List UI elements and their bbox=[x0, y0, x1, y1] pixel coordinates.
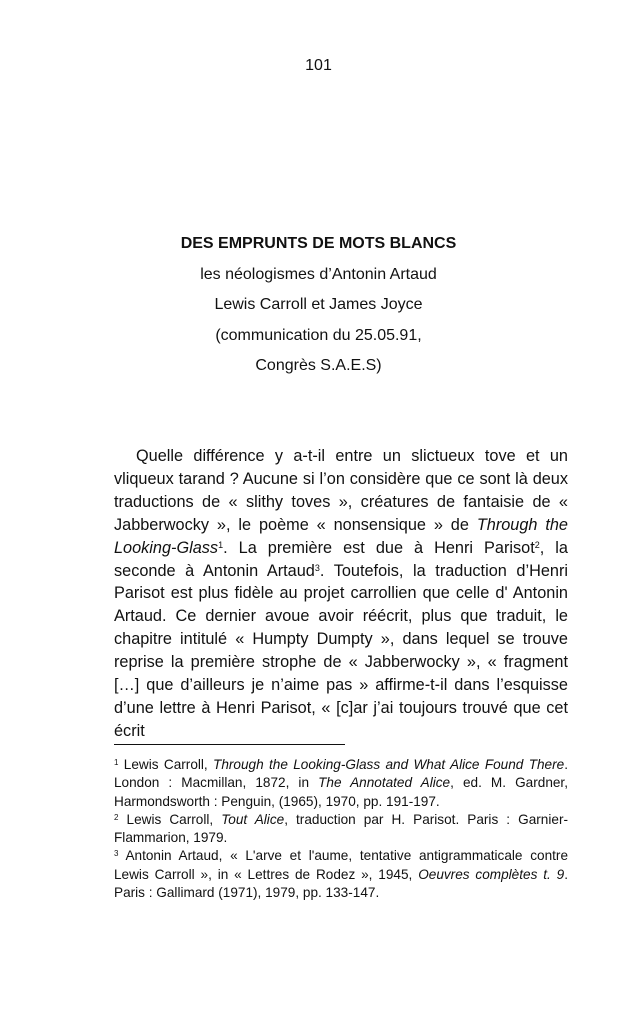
footnote-number: 1 bbox=[114, 758, 119, 767]
text-run: Quelle différence y a-t-il entre un slictueux tove et un vliqueux tarand ? Aucune si l’on considère que ce sont là deux traductions de « slithy toves », créatures de fantaisie de « Jabberwocky », le poème « nonsensique » de bbox=[114, 447, 568, 534]
footnote-ref: 2 bbox=[534, 539, 540, 550]
footnote-ref: 1 bbox=[218, 539, 224, 550]
footnote bbox=[114, 847, 568, 902]
footnote bbox=[114, 811, 568, 848]
text-run: . Paris : Gallimard (1971), 1979, pp. 133-147. bbox=[114, 866, 568, 901]
text-run: , la seconde à Antonin Artaud bbox=[114, 538, 568, 580]
italic-title: Tout Alice bbox=[221, 811, 285, 827]
italic-title: The Annotated Alice bbox=[318, 775, 451, 791]
text-run: , traduction par H. Parisot. Paris : Garnier-Flammarion, 1979. bbox=[114, 811, 568, 846]
text-run: . London : Macmillan, 1872, in bbox=[114, 757, 568, 791]
paragraph bbox=[114, 445, 568, 766]
footnote-number: 2 bbox=[114, 812, 119, 822]
italic-title: Oeuvres complètes t. 9 bbox=[418, 866, 565, 882]
text-run: . Toutefois, la traduction d’Henri Parisot est plus fidèle au projet carrollien que celle d' Antonin Artaud. Ce dernier avoue avoir réécrit, plus que traduit, le chapitre intitulé « Humpty Dumpty », dans lequel se trouve reprise la première strophe de « Jabberwocky », « fragment […] que d’ailleurs je n’aime pas » affirme-t-il dans l’esquisse d’une lettre à Henri Parisot, « [c]ar j’ai toujours trouvé que cet écrit bbox=[114, 561, 569, 740]
footnote-number: 3 bbox=[114, 849, 119, 859]
footnotes bbox=[114, 756, 568, 902]
footnote-divider bbox=[114, 744, 345, 745]
page-number: 101 bbox=[305, 57, 332, 74]
text-run: Lewis Carroll, bbox=[123, 757, 214, 772]
subtitle-line: (communication du 25.05.91, bbox=[215, 326, 422, 344]
text-run: . La première est due à Henri Parisot bbox=[223, 538, 535, 557]
subtitle-line: les néologismes d’Antonin Artaud bbox=[200, 265, 437, 283]
italic-title: Through the Looking-Glass and What Alice Found There bbox=[213, 757, 565, 772]
text-run: Lewis Carroll, bbox=[126, 811, 222, 827]
article-title: DES EMPRUNTS DE MOTS BLANCS bbox=[180, 235, 457, 252]
title-block bbox=[0, 229, 637, 382]
text-run: , ed. M. Gardner, Harmondsworth : Penguin, (1965), 1970, pp. 191-197. bbox=[114, 775, 568, 809]
italic-title: Through the Looking-Glass bbox=[114, 515, 568, 557]
text-run: Antonin Artaud, « L'arve et l'aume, tentative antigrammaticale contre Lewis Carroll », in « Lettres de Rodez », 1945, bbox=[114, 848, 568, 882]
footnote bbox=[114, 756, 568, 811]
subtitle-line: Lewis Carroll et James Joyce bbox=[214, 296, 423, 313]
subtitle-line: Congrès S.A.E.S) bbox=[255, 357, 382, 374]
footnote-ref: 3 bbox=[314, 562, 320, 573]
body-text bbox=[114, 445, 568, 766]
